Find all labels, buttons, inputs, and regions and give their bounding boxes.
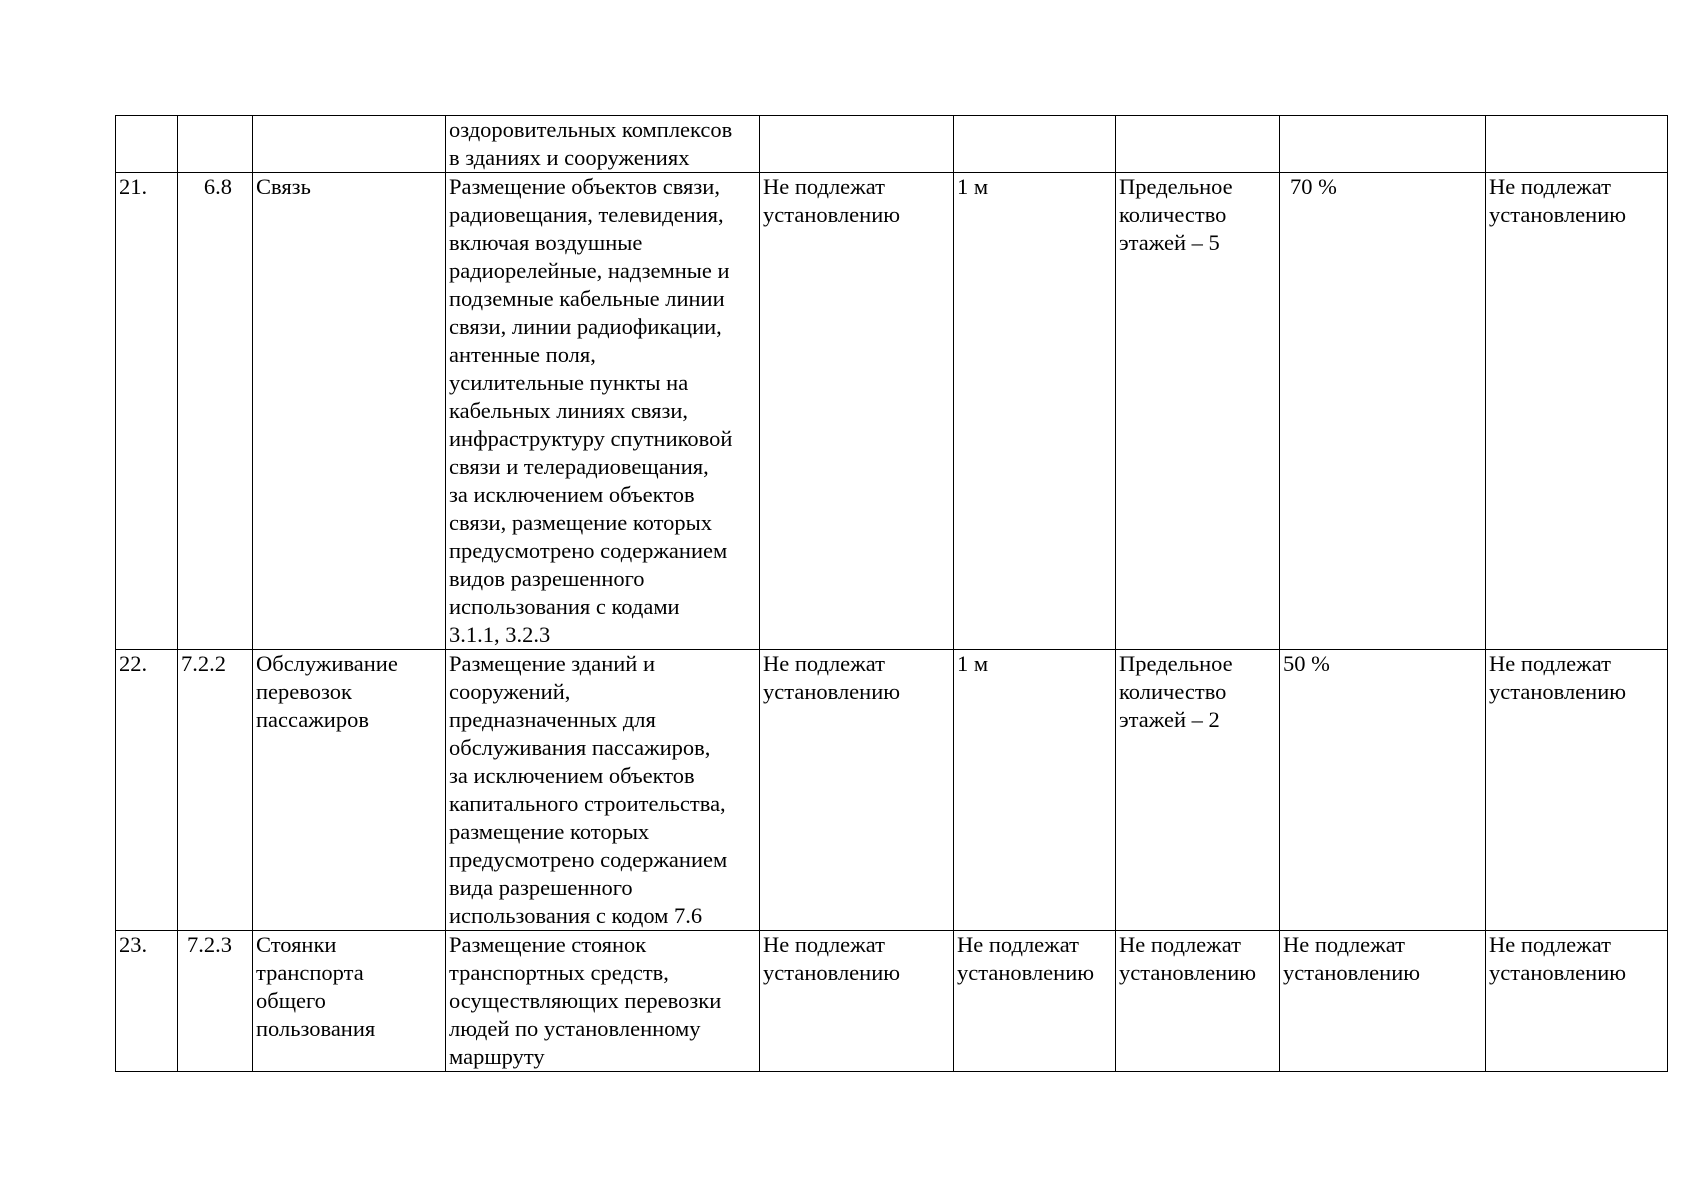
parameter-cell-8 [1280, 116, 1486, 173]
parameter-cell-8: Не подлежат установлению [1280, 931, 1486, 1072]
parameter-cell-7: Предельное количество этажей – 5 [1116, 173, 1280, 650]
table-row-continued [116, 116, 1668, 173]
parameter-cell-9: Не подлежат установлению [1486, 931, 1668, 1072]
use-code-cell: 7.2.3 [178, 931, 253, 1072]
parameter-cell-7: Не подлежат установлению [1116, 931, 1280, 1072]
parameter-cell-6: 1 м [954, 650, 1116, 931]
use-description-cell: Размещение зданий и сооружений, предназначенных для обслуживания пассажиров, за исключением объектов капитального строительства, размещение которых предусмотрено содержанием вида разрешенного использования с кодом 7.6 [446, 650, 760, 931]
use-description-cell: Размещение стоянок транспортных средств, осуществляющих перевозки людей по установленному маршруту [446, 931, 760, 1072]
table-row [116, 931, 1668, 1072]
parameter-cell-7: Предельное количество этажей – 2 [1116, 650, 1280, 931]
parameter-cell-6: 1 м [954, 173, 1116, 650]
parameter-cell-7 [1116, 116, 1280, 173]
parameter-cell-5 [760, 116, 954, 173]
parameter-cell-5: Не подлежат установлению [760, 650, 954, 931]
use-description-cell: оздоровительных комплексов в зданиях и сооружениях [446, 116, 760, 173]
table-row [116, 650, 1668, 931]
table-row [116, 173, 1668, 650]
row-number-cell [116, 116, 178, 173]
parameter-cell-8: 70 % [1280, 173, 1486, 650]
parameter-cell-8: 50 % [1280, 650, 1486, 931]
land-use-regulations-table [115, 115, 1668, 1072]
parameter-cell-9: Не подлежат установлению [1486, 650, 1668, 931]
row-number-cell: 23. [116, 931, 178, 1072]
use-name-cell: Стоянки транспорта общего пользования [253, 931, 446, 1072]
row-number-cell: 21. [116, 173, 178, 650]
parameter-cell-5: Не подлежат установлению [760, 931, 954, 1072]
use-code-cell [178, 116, 253, 173]
parameter-cell-6: Не подлежат установлению [954, 931, 1116, 1072]
parameter-cell-6 [954, 116, 1116, 173]
use-name-cell: Обслуживание перевозок пассажиров [253, 650, 446, 931]
use-name-cell [253, 116, 446, 173]
row-number-cell: 22. [116, 650, 178, 931]
use-code-cell: 7.2.2 [178, 650, 253, 931]
use-code-cell: 6.8 [178, 173, 253, 650]
use-name-cell: Связь [253, 173, 446, 650]
parameter-cell-9 [1486, 116, 1668, 173]
parameter-cell-9: Не подлежат установлению [1486, 173, 1668, 650]
use-description-cell: Размещение объектов связи, радиовещания, телевидения, включая воздушные радиорелейные, надземные и подземные кабельные линии связи, линии радиофикации, антенные поля, усилительные пункты на кабельных линиях связи, инфраструктуру спутниковой связи и телерадиовещания, за исключением объектов связи, размещение которых предусмотрено содержанием видов разрешенного использования с кодами 3.1.1, 3.2.3 [446, 173, 760, 650]
parameter-cell-5: Не подлежат установлению [760, 173, 954, 650]
